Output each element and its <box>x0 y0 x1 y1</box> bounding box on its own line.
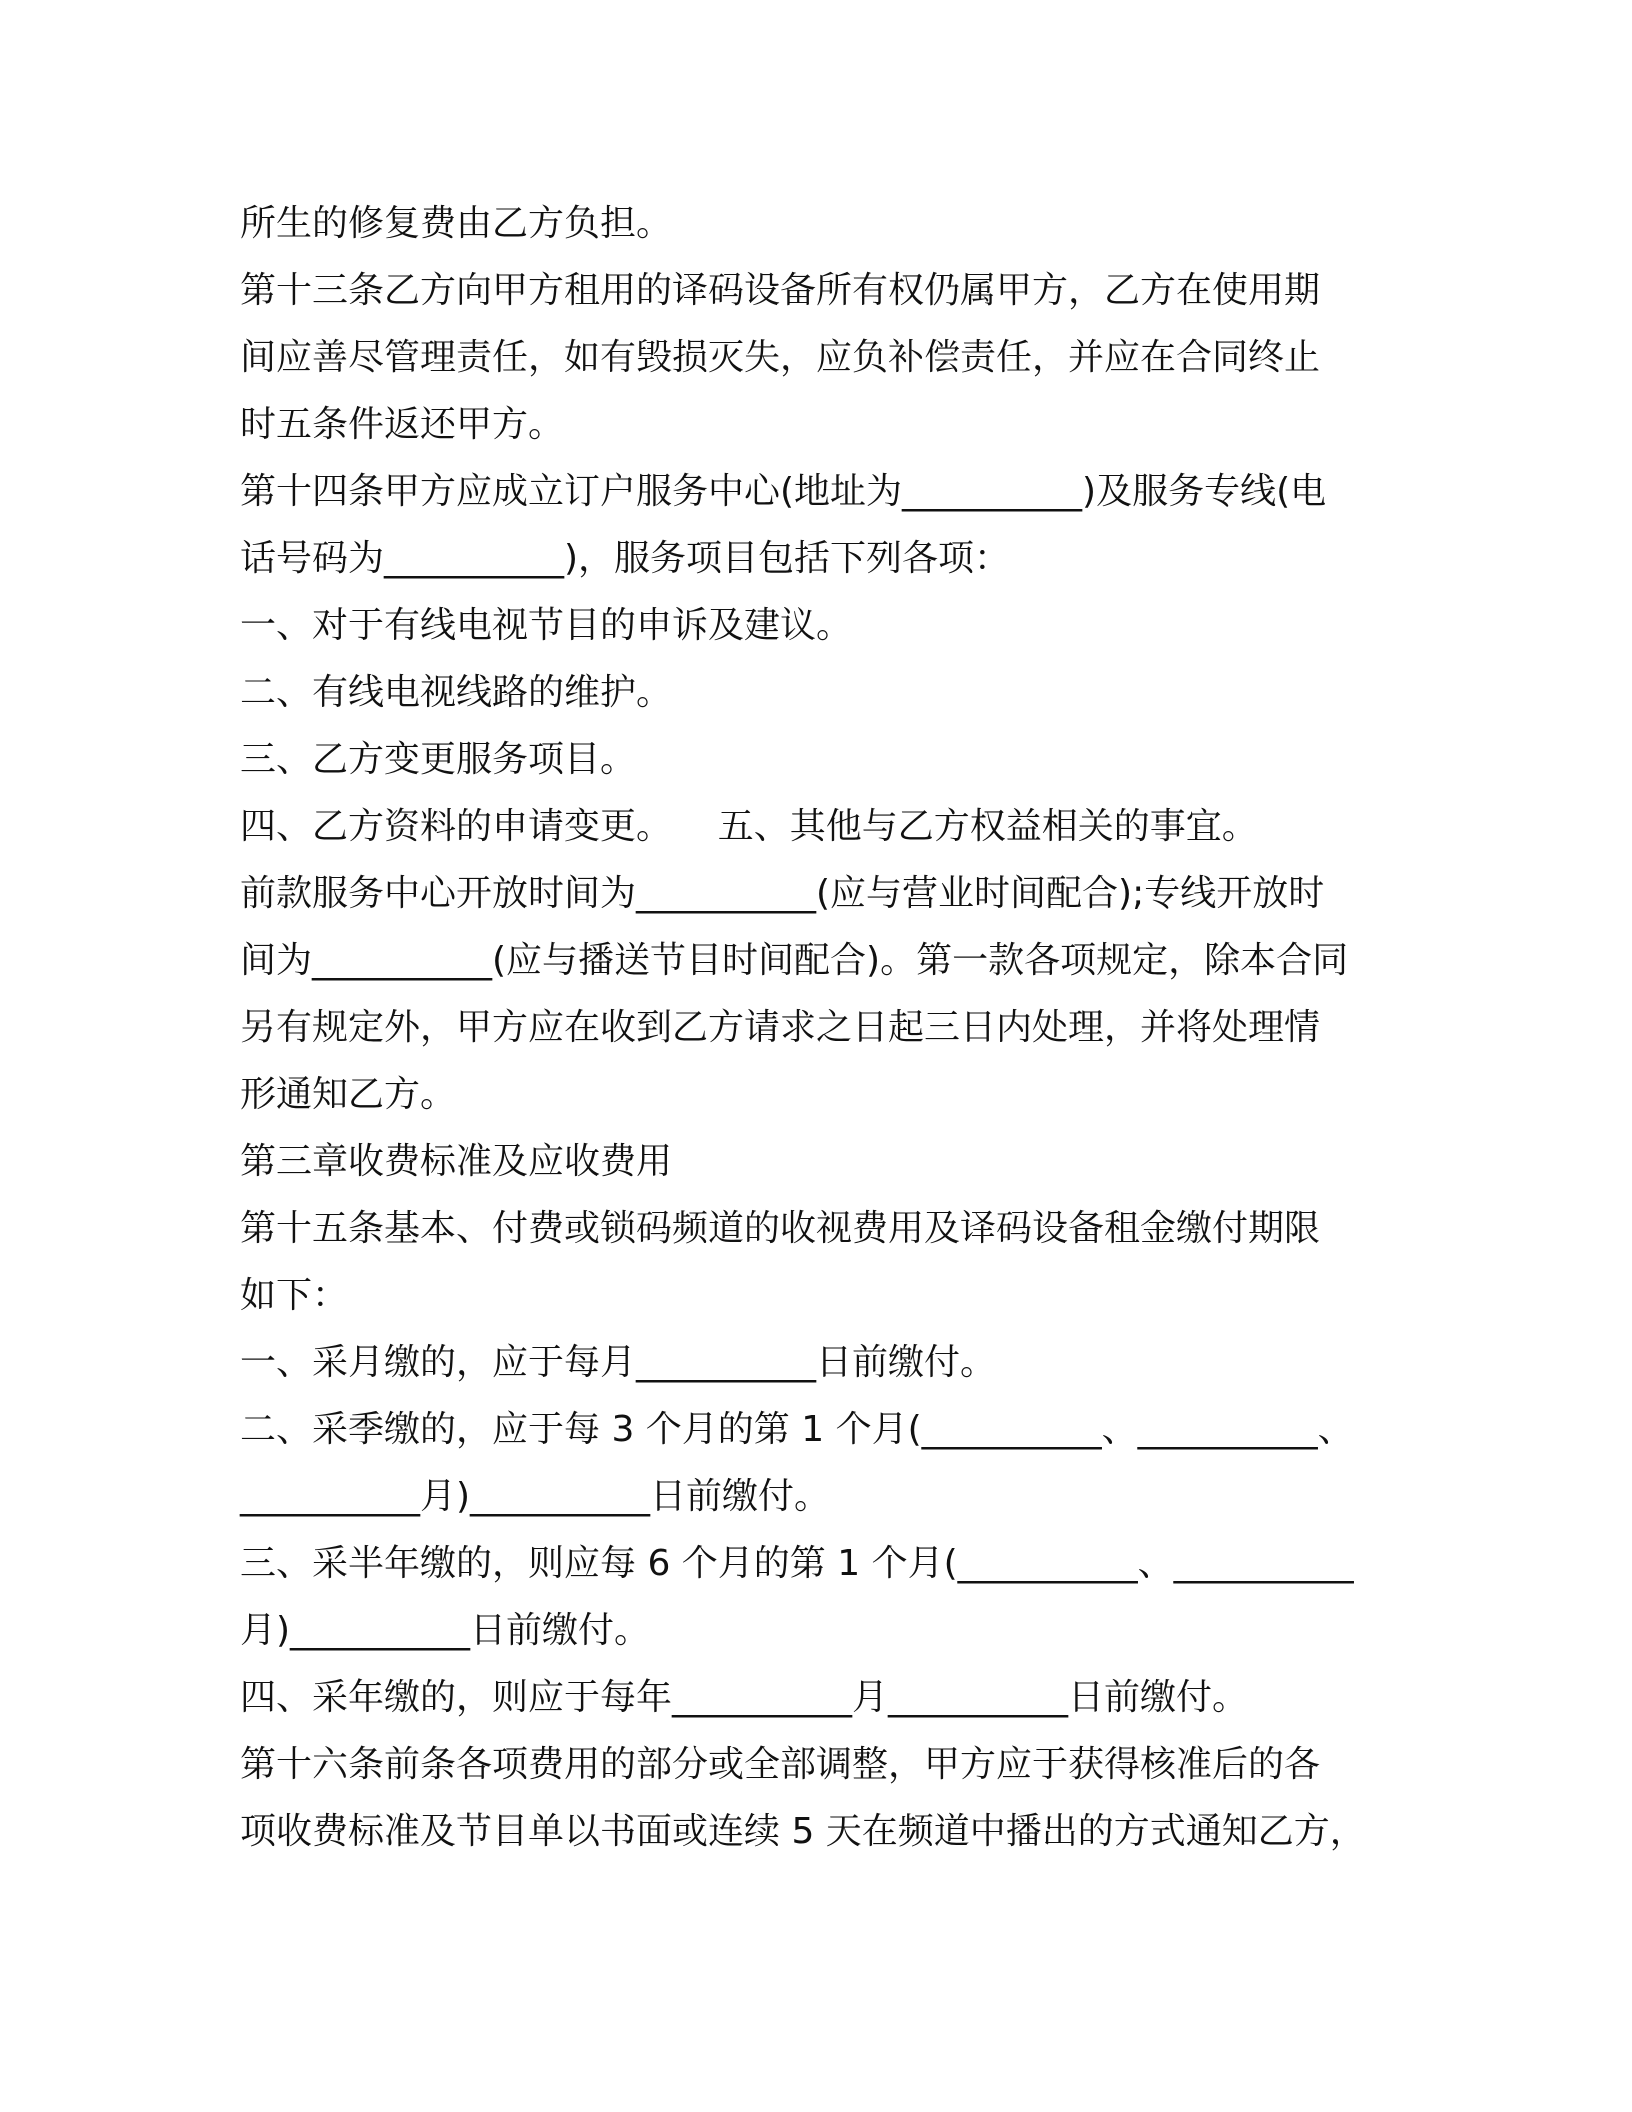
text-line: __________月)__________日前缴付。 <box>240 1476 831 1517</box>
text-line: 间应善尽管理责任，如有毁损灭失，应负补偿责任，并应在合同终止 <box>240 337 1321 378</box>
text-line: 第十四条甲方应成立订户服务中心(地址为__________)及服务专线(电 <box>240 471 1327 512</box>
text-line: 另有规定外，甲方应在收到乙方请求之日起三日内处理，并将处理情 <box>240 1007 1321 1048</box>
text-line: 所生的修复费由乙方负担。 <box>240 203 673 244</box>
text-line: 四、采年缴的，则应于每年__________月__________日前缴付。 <box>240 1677 1249 1718</box>
text-line: 前款服务中心开放时间为__________(应与营业时间配合);专线开放时 <box>240 873 1325 914</box>
text-line: 第十六条前条各项费用的部分或全部调整，甲方应于获得核准后的各 <box>240 1744 1321 1785</box>
text-line: 二、有线电视线路的维护。 <box>240 672 673 713</box>
text-line: 形通知乙方。 <box>240 1074 457 1115</box>
text-line: 四、乙方资料的申请变更。 五、其他与乙方权益相关的事宜。 <box>240 806 1258 847</box>
text-line: 一、采月缴的，应于每月__________日前缴付。 <box>240 1342 997 1383</box>
text-line: 三、采半年缴的，则应每 6 个月的第 1 个月(__________、__________ <box>240 1543 1354 1584</box>
text-line: 如下： <box>240 1275 349 1316</box>
text-line: 二、采季缴的，应于每 3 个月的第 1 个月(__________、__________、 <box>240 1409 1354 1450</box>
text-line: 项收费标准及节目单以书面或连续 5 天在频道中播出的方式通知乙方， <box>240 1811 1366 1852</box>
text-line: 一、对于有线电视节目的申诉及建议。 <box>240 605 853 646</box>
text-line: 话号码为__________)，服务项目包括下列各项： <box>240 538 1011 579</box>
text-line: 三、乙方变更服务项目。 <box>240 739 637 780</box>
chapter-heading: 第三章收费标准及应收费用 <box>240 1141 673 1182</box>
text-line: 第十三条乙方向甲方租用的译码设备所有权仍属甲方，乙方在使用期 <box>240 270 1321 311</box>
contract-text <box>240 190 1400 1865</box>
text-line: 间为__________(应与播送节目时间配合)。第一款各项规定，除本合同 <box>240 940 1349 981</box>
text-line: 时五条件返还甲方。 <box>240 404 565 445</box>
text-line: 第十五条基本、付费或锁码频道的收视费用及译码设备租金缴付期限 <box>240 1208 1321 1249</box>
text-line: 月)__________日前缴付。 <box>240 1610 651 1651</box>
